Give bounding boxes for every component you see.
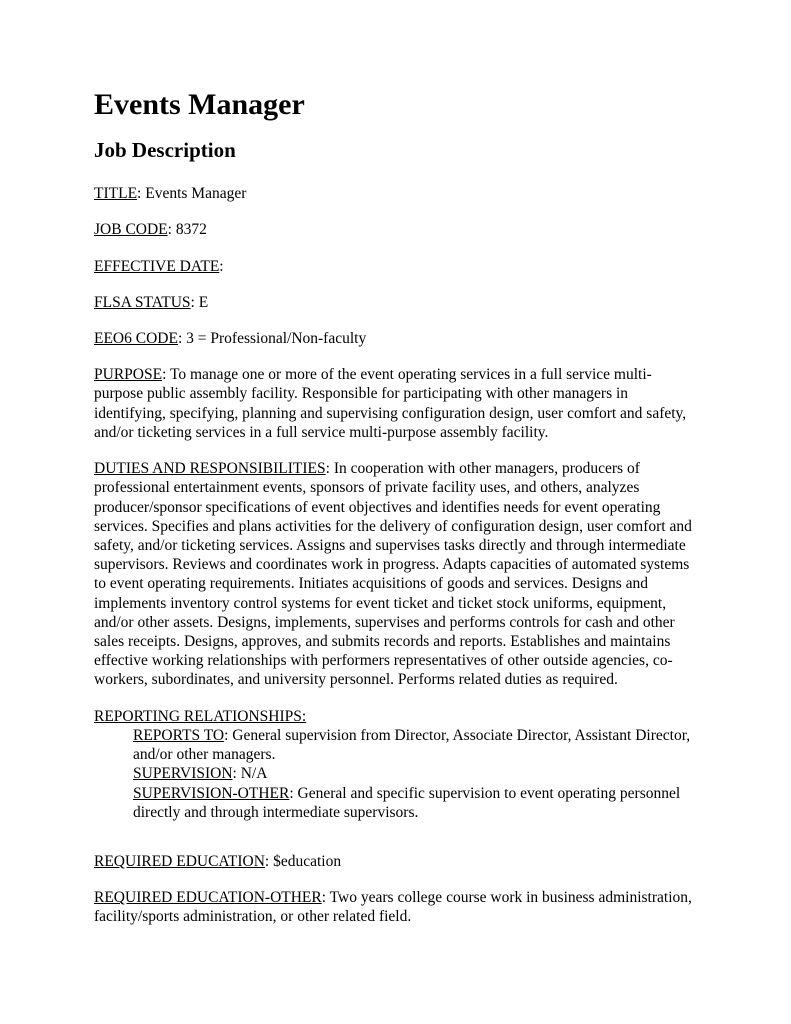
duties-text: In cooperation with other managers, producers of professional entertainment events, sponsors of private facility uses, and others, analyzes producer/sponsor specifications of event objectives and identifies needs for event operating services. Specifies and plans activities for the delivery of configuration design, user comfort and safety, and/or ticketing services. Assigns and supervises tasks directly and through intermediate supervisors. Reviews and coordinates work in progress. Adapts capacities of automated systems to event operating requirements. Initiates acquisitions of goods and services. Designs and implements inventory control systems for event ticket and ticket stock uniforms, equipment, and/or other assets. Designs, implements, supervises and performs controls for cash and other sales receipts. Designs, approves, and submits records and reports. Establishes and maintains effective working relationships with performers representatives of other outside agencies, co-workers, subordinates, and university personnel. Performs related duties as required.	[94, 460, 692, 689]
document-subtitle: Job Description	[94, 138, 236, 162]
duties-label: DUTIES AND RESPONSIBILITIES	[94, 460, 326, 478]
reports-to-separator: :	[224, 726, 233, 744]
purpose-text: To manage one or more of the event operating services in a full service multi-purpose public assembly facility. Responsible for participating with other managers in identifying, specifying, planning and supervising configuration design, user comfort and safety, and/or ticketing services in a full service multi-purpose assembly facility.	[94, 366, 687, 441]
field-effective-date	[94, 257, 697, 276]
supervision-separator: :	[232, 765, 241, 783]
field-flsa-status-label: FLSA STATUS	[94, 293, 191, 311]
reporting-items	[133, 726, 697, 822]
field-effective-date-label: EFFECTIVE DATE	[94, 257, 220, 275]
required-education-separator: :	[264, 853, 274, 870]
field-required-education-other	[94, 888, 697, 926]
field-required-education	[94, 852, 697, 871]
reporting-heading-line	[94, 707, 697, 726]
duties-separator: :	[325, 460, 334, 478]
required-education-value: $education	[273, 853, 342, 870]
field-eeo6-code-separator: :	[177, 329, 187, 347]
field-job-code-separator: :	[167, 221, 176, 239]
field-title-label: TITLE	[94, 185, 138, 203]
required-education-other-separator: :	[321, 889, 330, 907]
field-eeo6-code	[94, 329, 697, 348]
reports-to-label: REPORTS TO	[133, 726, 225, 744]
reporting-heading: REPORTING RELATIONSHIPS:	[94, 707, 307, 725]
reporting-item-reports-to	[133, 726, 697, 764]
field-eeo6-code-value: 3 = Professional/Non-faculty	[186, 329, 367, 347]
field-flsa-status-separator: :	[190, 293, 199, 311]
reporting-item-supervision	[133, 764, 697, 783]
required-education-other-label: REQUIRED EDUCATION-OTHER	[94, 889, 322, 907]
field-title	[94, 184, 697, 203]
field-job-code-label: JOB CODE	[94, 221, 168, 239]
duties-paragraph	[94, 459, 697, 690]
field-flsa-status-value: E	[198, 293, 209, 311]
field-job-code	[94, 220, 697, 239]
supervision-other-separator: :	[289, 784, 298, 802]
reporting-item-supervision-other	[133, 784, 697, 822]
required-education-label: REQUIRED EDUCATION	[94, 853, 265, 870]
purpose-paragraph	[94, 365, 697, 442]
field-job-code-value: 8372	[175, 221, 207, 239]
field-title-value: Events Manager	[145, 185, 247, 203]
purpose-label: PURPOSE	[94, 366, 163, 384]
purpose-separator: :	[162, 366, 170, 384]
supervision-label: SUPERVISION	[133, 765, 233, 783]
supervision-other-value: General and specific supervision to event operating personnel directly and through intermediate supervisors.	[133, 784, 681, 821]
field-effective-date-separator: :	[219, 257, 224, 275]
supervision-other-label: SUPERVISION-OTHER	[133, 784, 290, 802]
supervision-value: N/A	[240, 765, 268, 783]
reporting-relationships-section	[94, 707, 697, 822]
field-flsa-status	[94, 293, 697, 312]
field-title-separator: :	[137, 185, 146, 203]
field-eeo6-code-label: EEO6 CODE	[94, 329, 178, 347]
required-education-other-value: Two years college course work in business administration, facility/sports administration, or other related field.	[94, 889, 692, 926]
document-title: Events Manager	[94, 88, 305, 121]
reports-to-value: General supervision from Director, Associate Director, Assistant Director, and/or other managers.	[133, 726, 691, 764]
